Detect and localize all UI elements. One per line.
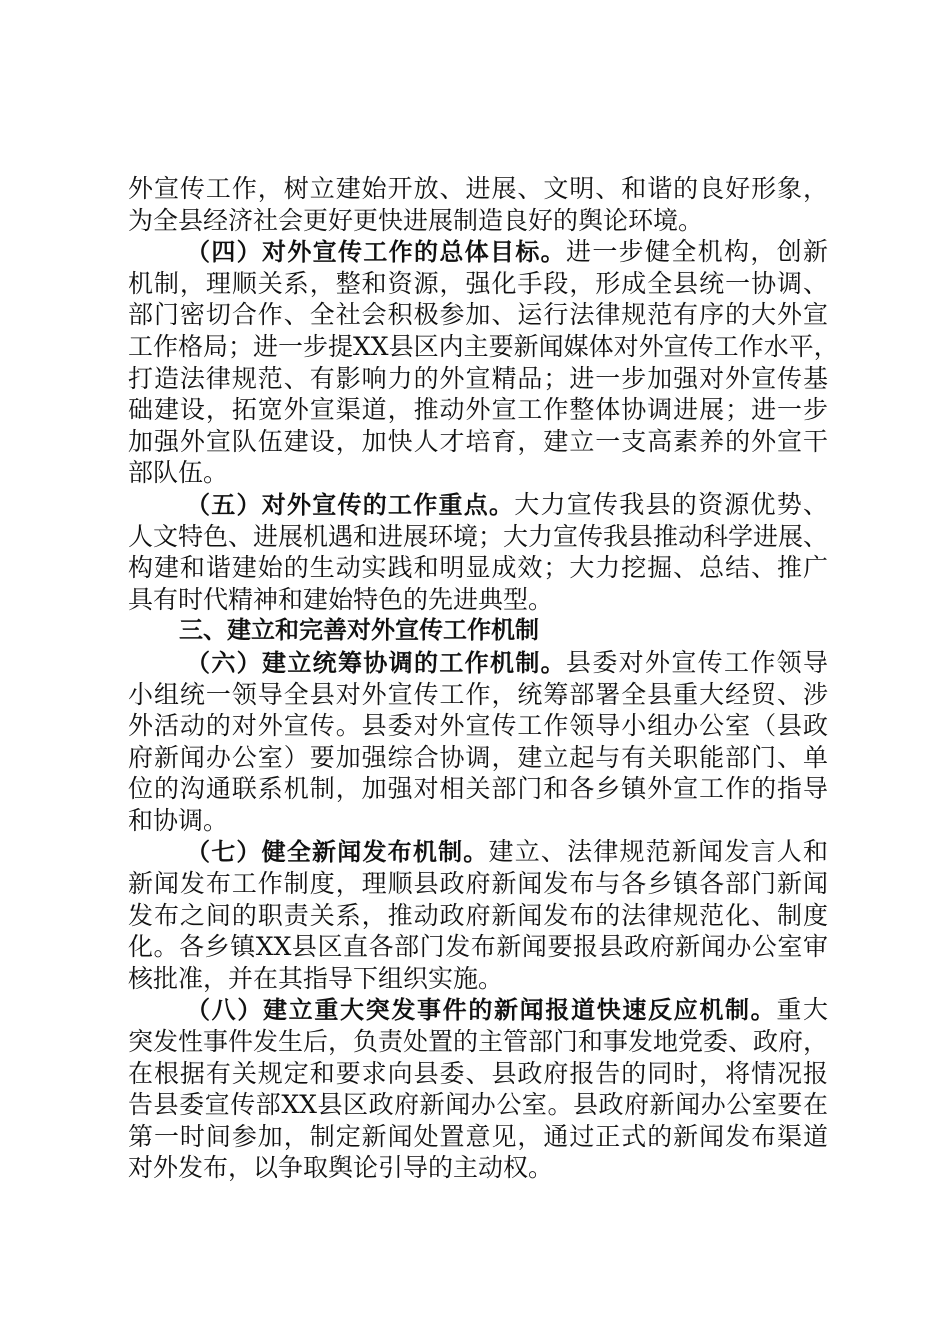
paragraph-heading: （四）对外宣传工作的总体目标。 bbox=[186, 238, 566, 267]
paragraph-heading: （八）建立重大突发事件的新闻报道快速反应机制。 bbox=[186, 996, 777, 1025]
text-line: 新闻发布工作制度，理顺县政府新闻发布与各乡镇各部门新闻 bbox=[128, 869, 828, 899]
text-line: 第一时间参加，制定新闻处置意见，通过正式的新闻发布渠道 bbox=[128, 1121, 828, 1151]
paragraph-text: 大力宣传我县的资源优势、 bbox=[514, 489, 828, 519]
paragraph-heading: （七）健全新闻发布机制。 bbox=[186, 838, 489, 867]
text-line: 和协调。 bbox=[128, 805, 229, 835]
text-line: 为全县经济社会更好更快进展制造良好的舆论环境。 bbox=[128, 205, 704, 235]
text-line: 核批准，并在其指导下组织实施。 bbox=[128, 963, 504, 993]
text-line bbox=[128, 489, 828, 521]
paragraph-text: 进一步健全机构，创新 bbox=[566, 237, 828, 267]
text-line bbox=[128, 994, 828, 1026]
text-line: 机制，理顺关系，整和资源，强化手段，形成全县统一协调、 bbox=[128, 268, 828, 298]
text-line: 人文特色、进展机遇和进展环境；大力宣传我县推动科学进展、 bbox=[128, 521, 829, 551]
text-line: 在根据有关规定和要求向县委、县政府报告的同时，将情况报 bbox=[128, 1058, 828, 1088]
text-line: 发布之间的职责关系，推动政府新闻发布的法律规范化、制度 bbox=[128, 900, 828, 930]
text-line: 构建和谐建始的生动实践和明显成效；大力挖掘、总结、推广 bbox=[128, 553, 828, 583]
paragraph-continuation bbox=[128, 173, 828, 236]
text-line: 加强外宣队伍建设，加快人才培育，建立一支高素养的外宣干 bbox=[128, 426, 828, 456]
text-line: 外活动的对外宣传。县委对外宣传工作领导小组办公室（县政 bbox=[128, 711, 828, 741]
text-line: 府新闻办公室）要加强综合协调，建立起与有关职能部门、单 bbox=[128, 742, 828, 772]
text-line: 小组统一领导全县对外宣传工作，统筹部署全县重大经贸、涉 bbox=[128, 679, 828, 709]
text-line: 部队伍。 bbox=[128, 458, 229, 488]
document-page bbox=[128, 173, 839, 1184]
paragraph-text: 县委对外宣传工作领导 bbox=[566, 647, 828, 677]
paragraph-heading: （六）建立统筹协调的工作机制。 bbox=[186, 648, 566, 677]
text-line: 突发性事件发生后，负责处置的主管部门和事发地党委、政府， bbox=[128, 1027, 829, 1057]
text-line bbox=[128, 836, 828, 868]
paragraph-news-release-mechanism bbox=[128, 836, 828, 994]
text-line: 部门密切合作、全社会积极参加、运行法律规范有序的大外宣 bbox=[128, 300, 828, 330]
text-line: 具有时代精神和建始特色的先进典型。 bbox=[128, 584, 554, 614]
paragraph-text: 重大 bbox=[776, 995, 828, 1025]
text-line bbox=[128, 647, 828, 679]
text-line: 告县委宣传部XX县区政府新闻办公室。县政府新闻办公室要在 bbox=[128, 1090, 828, 1120]
text-line: 对外发布，以争取舆论引导的主动权。 bbox=[128, 1153, 554, 1183]
paragraph-overall-goal bbox=[128, 236, 839, 489]
paragraph-text: 建立、法律规范新闻发言人和 bbox=[488, 837, 828, 867]
text-line: 打造法律规范、有影响力的外宣精品；进一步加强对外宣传基 bbox=[128, 363, 828, 393]
text-line bbox=[128, 236, 828, 268]
text-line: 外宣传工作，树立建始开放、进展、文明、和谐的良好形象， bbox=[128, 174, 828, 203]
paragraph-emergency-response-mechanism bbox=[128, 994, 828, 1184]
paragraph-work-focus bbox=[128, 489, 828, 615]
section-heading: 三、建立和完善对外宣传工作机制 bbox=[179, 616, 539, 645]
text-line: 础建设，拓宽外宣渠道，推动外宣工作整体协调进展；进一步 bbox=[128, 395, 828, 425]
paragraph-coordination-mechanism bbox=[128, 647, 828, 837]
paragraph-heading: （五）对外宣传的工作重点。 bbox=[186, 490, 515, 519]
text-line: 位的沟通联系机制，加强对相关部门和各乡镇外宣工作的指导 bbox=[128, 774, 828, 804]
text-line: 工作格局；进一步提XX县区内主要新闻媒体对外宣传工作水平， bbox=[128, 331, 839, 361]
text-line: 化。各乡镇XX县区直各部门发布新闻要报县政府新闻办公室审 bbox=[128, 932, 828, 962]
